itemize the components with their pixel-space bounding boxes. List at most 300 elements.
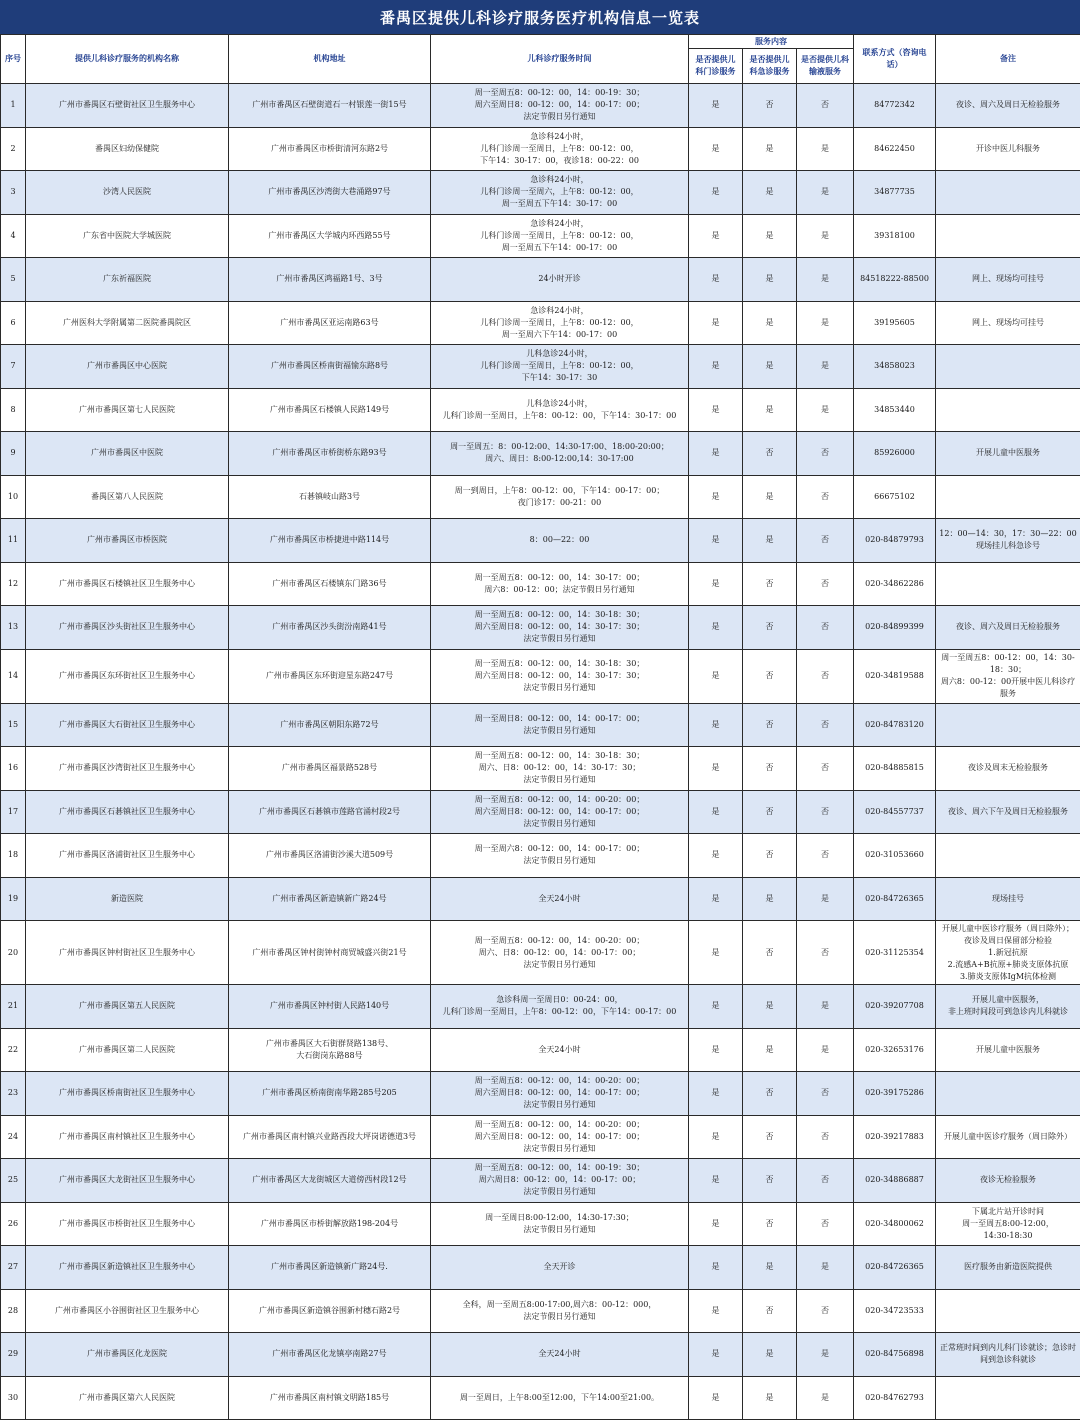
cell-name: 广州市番禺区桥南街社区卫生服务中心: [26, 1072, 229, 1116]
cell-address: 广州市番禺区朝阳东路72号: [229, 703, 431, 747]
cell-infusion: 是: [797, 214, 854, 258]
cell-name: 广州市番禺区钟村街社区卫生服务中心: [26, 921, 229, 985]
cell-infusion: 否: [797, 606, 854, 650]
cell-remark: 网上、现场均可挂号: [936, 258, 1080, 302]
cell-address: 广州市番禺区市桥街清河东路2号: [229, 127, 431, 171]
cell-emergency: 是: [743, 985, 797, 1029]
cell-address: 广州市番禺区南村镇兴业路西段大坪岗诺德道3号: [229, 1115, 431, 1159]
cell-outpatient: 是: [689, 301, 743, 345]
cell-name: 广州市番禺区沙湾街社区卫生服务中心: [26, 747, 229, 791]
cell-name: 广州市番禺区南村镇社区卫生服务中心: [26, 1115, 229, 1159]
cell-seq: 9: [1, 432, 26, 476]
cell-contact: 020-84899399: [854, 606, 936, 650]
cell-seq: 2: [1, 127, 26, 171]
cell-infusion: 否: [797, 475, 854, 519]
table-body: [1, 84, 1080, 1420]
cell-infusion: 是: [797, 388, 854, 432]
cell-emergency: 否: [743, 1072, 797, 1116]
cell-emergency: 是: [743, 1246, 797, 1290]
cell-seq: 29: [1, 1333, 26, 1377]
cell-outpatient: 是: [689, 1376, 743, 1420]
cell-seq: 17: [1, 790, 26, 834]
cell-emergency: 是: [743, 171, 797, 215]
cell-remark: [936, 834, 1080, 878]
cell-contact: 020-34862286: [854, 562, 936, 606]
cell-seq: 3: [1, 171, 26, 215]
cell-outpatient: 是: [689, 519, 743, 563]
table-row: [1, 1159, 1080, 1203]
cell-outpatient: 是: [689, 1289, 743, 1333]
table-row: [1, 1289, 1080, 1333]
cell-outpatient: 是: [689, 606, 743, 650]
cell-contact: 020-84879793: [854, 519, 936, 563]
cell-name: 广州市番禺区市桥街社区卫生服务中心: [26, 1202, 229, 1246]
cell-contact: 39195605: [854, 301, 936, 345]
cell-hours: 周一至周五8：00-12：00，14：00-20：00； 周六、日8：00-12：00，14：00-17：00； 法定节假日另行通知: [431, 921, 689, 985]
cell-hours: 周一至周五8：00-12：00，14：00-20：00； 周六至周日8：00-12：00，14：00-17：00； 法定节假日另行通知: [431, 1115, 689, 1159]
cell-address: 广州市番禺区大龙街城区大道傍西村段12号: [229, 1159, 431, 1203]
clinic-table: [0, 34, 1080, 1420]
cell-remark: [936, 703, 1080, 747]
cell-name: 广东祈福医院: [26, 258, 229, 302]
header-service-group: 服务内容: [689, 35, 854, 49]
table-row: [1, 649, 1080, 703]
cell-emergency: 是: [743, 388, 797, 432]
table-row: [1, 562, 1080, 606]
cell-address: 广州市番禺区东环街迎星东路247号: [229, 649, 431, 703]
cell-hours: 周一至周五：8：00-12:00、14:30-17:00、18:00-20:00； 周六、周日：8:00-12:00,14：30-17:00: [431, 432, 689, 476]
cell-address: 广州市番禺区新造镇谷围新村穗石路2号: [229, 1289, 431, 1333]
cell-remark: 周一至周五8：00-12：00，14：30-18：30； 周六8：00-12：00开展中医儿科诊疗服务: [936, 649, 1080, 703]
cell-infusion: 是: [797, 345, 854, 389]
cell-outpatient: 是: [689, 747, 743, 791]
cell-seq: 26: [1, 1202, 26, 1246]
cell-infusion: 是: [797, 258, 854, 302]
cell-outpatient: 是: [689, 1246, 743, 1290]
cell-infusion: 是: [797, 1246, 854, 1290]
cell-contact: 84518222-88500: [854, 258, 936, 302]
cell-seq: 18: [1, 834, 26, 878]
cell-emergency: 否: [743, 747, 797, 791]
cell-hours: 儿科急诊24小时， 儿科门诊周一至周日，上午8：00-12：00， 下午14：30-17：30: [431, 345, 689, 389]
cell-hours: 全天24小时: [431, 1028, 689, 1072]
table-row: [1, 985, 1080, 1029]
table-row: [1, 84, 1080, 128]
cell-hours: 周一至周五8：00-12：00，14：00-19：30； 周六周日8：00-12：00，14：00-17：00； 法定节假日另行通知: [431, 1159, 689, 1203]
header-emergency: 是否提供儿科急诊服务: [743, 49, 797, 84]
cell-emergency: 否: [743, 921, 797, 985]
header-contact: 联系方式（咨询电话）: [854, 35, 936, 84]
cell-infusion: 否: [797, 562, 854, 606]
cell-hours: 周一至周五8：00-12：00，14：30-17：00； 周六8：00-12：00；法定节假日另行通知: [431, 562, 689, 606]
cell-emergency: 是: [743, 519, 797, 563]
cell-seq: 10: [1, 475, 26, 519]
cell-infusion: 是: [797, 301, 854, 345]
cell-outpatient: 是: [689, 834, 743, 878]
cell-contact: 66675102: [854, 475, 936, 519]
cell-contact: 020-34723533: [854, 1289, 936, 1333]
cell-name: 广州市番禺区第二人民医院: [26, 1028, 229, 1072]
cell-name: 广州市番禺区石碁镇社区卫生服务中心: [26, 790, 229, 834]
cell-outpatient: 是: [689, 1159, 743, 1203]
cell-remark: 开展儿童中医诊疗服务（周日除外）: [936, 1115, 1080, 1159]
cell-remark: 正常班时间到内儿科门诊就诊；急诊时间到急诊科就诊: [936, 1333, 1080, 1377]
cell-contact: 020-84557737: [854, 790, 936, 834]
cell-remark: 夜诊及周末无检验服务: [936, 747, 1080, 791]
cell-name: 广州市番禺区第五人民医院: [26, 985, 229, 1029]
cell-seq: 20: [1, 921, 26, 985]
cell-outpatient: 是: [689, 1202, 743, 1246]
cell-remark: 12：00—14：30，17：30—22：00 现场挂儿科急诊号: [936, 519, 1080, 563]
cell-contact: 020-34800062: [854, 1202, 936, 1246]
table-row: [1, 1376, 1080, 1420]
cell-address: 广州市番禺区鸿福路1号、3号: [229, 258, 431, 302]
cell-remark: [936, 1072, 1080, 1116]
cell-name: 广州市番禺区石楼镇社区卫生服务中心: [26, 562, 229, 606]
cell-name: 番禺区第八人民医院: [26, 475, 229, 519]
cell-remark: 医疗服务由新造医院提供: [936, 1246, 1080, 1290]
cell-contact: 85926000: [854, 432, 936, 476]
cell-emergency: 否: [743, 790, 797, 834]
table-row: [1, 345, 1080, 389]
cell-contact: 020-34886887: [854, 1159, 936, 1203]
cell-name: 广州市番禺区新造镇社区卫生服务中心: [26, 1246, 229, 1290]
cell-contact: 020-84885815: [854, 747, 936, 791]
cell-hours: 周一到周日，上午8：00-12：00，下午14：00-17：00； 夜门诊17：00-21：00: [431, 475, 689, 519]
table-row: [1, 1333, 1080, 1377]
cell-contact: 020-31125354: [854, 921, 936, 985]
cell-outpatient: 是: [689, 171, 743, 215]
cell-name: 广州市番禺区中医院: [26, 432, 229, 476]
table-row: [1, 519, 1080, 563]
header-seq: 序号: [1, 35, 26, 84]
cell-name: 广州市番禺区大石街社区卫生服务中心: [26, 703, 229, 747]
cell-address: 广州市番禺区沙湾街大巷涌路97号: [229, 171, 431, 215]
cell-remark: 开诊中医儿科服务: [936, 127, 1080, 171]
cell-seq: 13: [1, 606, 26, 650]
cell-emergency: 否: [743, 432, 797, 476]
table-row: [1, 606, 1080, 650]
cell-seq: 5: [1, 258, 26, 302]
cell-outpatient: 是: [689, 1115, 743, 1159]
table-row: [1, 921, 1080, 985]
cell-hours: 全科，周一至周五8:00-17:00,周六8：00-12：000， 法定节假日另行通知: [431, 1289, 689, 1333]
cell-address: 广州市番禺区桥南街南华路285号205: [229, 1072, 431, 1116]
cell-infusion: 否: [797, 1289, 854, 1333]
cell-seq: 4: [1, 214, 26, 258]
cell-address: 广州市番禺区新造镇新广路24号: [229, 877, 431, 921]
cell-contact: 020-84783120: [854, 703, 936, 747]
cell-outpatient: 是: [689, 985, 743, 1029]
cell-infusion: 否: [797, 84, 854, 128]
header-remark: 备注: [936, 35, 1080, 84]
cell-remark: [936, 1289, 1080, 1333]
cell-seq: 1: [1, 84, 26, 128]
cell-remark: [936, 1376, 1080, 1420]
cell-infusion: 否: [797, 1159, 854, 1203]
cell-contact: 34858023: [854, 345, 936, 389]
table-row: [1, 388, 1080, 432]
cell-seq: 27: [1, 1246, 26, 1290]
cell-remark: 夜诊、周六下午及周日无检验服务: [936, 790, 1080, 834]
cell-hours: 急诊科24小时， 儿科门诊周一至周日，上午8：00-12：00， 周一至周六下午14：00-17：00: [431, 301, 689, 345]
cell-emergency: 是: [743, 127, 797, 171]
cell-seq: 15: [1, 703, 26, 747]
cell-outpatient: 是: [689, 877, 743, 921]
cell-hours: 周一至周日8：00-12：00，14：00-17：00； 法定节假日另行通知: [431, 703, 689, 747]
cell-name: 广东省中医院大学城医院: [26, 214, 229, 258]
cell-remark: 下属北片站开诊时间 周一至周五8:00-12:00， 14:30-18:30: [936, 1202, 1080, 1246]
table-row: [1, 1072, 1080, 1116]
cell-remark: 网上、现场均可挂号: [936, 301, 1080, 345]
table-row: [1, 790, 1080, 834]
cell-hours: 周一至周五8：00-12：00，14：00-20：00； 周六至周日8：00-12：00，14：00-17：00； 法定节假日另行通知: [431, 1072, 689, 1116]
cell-infusion: 是: [797, 877, 854, 921]
cell-infusion: 否: [797, 432, 854, 476]
cell-hours: 急诊科24小时， 儿科门诊周一至周六，上午8：00-12：00， 周一至周五下午14：30-17：00: [431, 171, 689, 215]
cell-emergency: 否: [743, 1202, 797, 1246]
cell-contact: 84622450: [854, 127, 936, 171]
cell-emergency: 否: [743, 1289, 797, 1333]
cell-remark: 开展儿童中医服务， 非上班时间段可到急诊内儿科就诊: [936, 985, 1080, 1029]
cell-address: 广州市番禺区洛浦街沙溪大道509号: [229, 834, 431, 878]
cell-outpatient: 是: [689, 1333, 743, 1377]
cell-hours: 周一至周五8：00-12：00，14：30-18：30； 周六、日8：00-12：00，14：30-17：30； 法定节假日另行通知: [431, 747, 689, 791]
cell-infusion: 否: [797, 747, 854, 791]
cell-remark: 现场挂号: [936, 877, 1080, 921]
cell-address: 广州市番禺区大学城内环西路55号: [229, 214, 431, 258]
cell-contact: 020-84756898: [854, 1333, 936, 1377]
cell-hours: 周一至周六8：00-12：00，14：00-17：00； 法定节假日另行通知: [431, 834, 689, 878]
cell-address: 广州市番禺区市桥街桥东路93号: [229, 432, 431, 476]
cell-emergency: 否: [743, 834, 797, 878]
cell-name: 广州市番禺区洛浦街社区卫生服务中心: [26, 834, 229, 878]
cell-name: 广州市番禺区小谷围街社区卫生服务中心: [26, 1289, 229, 1333]
cell-address: 广州市番禺区市桥捷进中路114号: [229, 519, 431, 563]
cell-emergency: 是: [743, 1333, 797, 1377]
cell-address: 广州市番禺区化龙镇亭南路27号: [229, 1333, 431, 1377]
cell-outpatient: 是: [689, 388, 743, 432]
cell-outpatient: 是: [689, 258, 743, 302]
cell-emergency: 是: [743, 475, 797, 519]
cell-outpatient: 是: [689, 1028, 743, 1072]
cell-address: 广州市番禺区福景路528号: [229, 747, 431, 791]
cell-contact: 34853440: [854, 388, 936, 432]
cell-infusion: 否: [797, 834, 854, 878]
cell-remark: 夜诊无检验服务: [936, 1159, 1080, 1203]
cell-infusion: 否: [797, 1115, 854, 1159]
cell-outpatient: 是: [689, 649, 743, 703]
cell-hours: 急诊科24小时， 儿科门诊周一至周日，上午8：00-12：00， 周一至周五下午14：00-17：00: [431, 214, 689, 258]
cell-seq: 30: [1, 1376, 26, 1420]
table-row: [1, 703, 1080, 747]
cell-infusion: 是: [797, 171, 854, 215]
cell-seq: 21: [1, 985, 26, 1029]
cell-infusion: 否: [797, 790, 854, 834]
cell-contact: 020-84762793: [854, 1376, 936, 1420]
cell-name: 新造医院: [26, 877, 229, 921]
cell-hours: 周一至周日8:00-12:00，14:30-17:30； 法定节假日另行通知: [431, 1202, 689, 1246]
header-infusion: 是否提供儿科输液服务: [797, 49, 854, 84]
cell-remark: 开展儿童中医诊疗服务（周日除外）；夜诊及周日保留部分检验 1.新冠抗原 2.流感A+B抗原+肺炎支原体抗原 3.肺炎支原体IgM抗体检测: [936, 921, 1080, 985]
cell-seq: 8: [1, 388, 26, 432]
cell-seq: 12: [1, 562, 26, 606]
cell-contact: 020-39207708: [854, 985, 936, 1029]
header-address: 机构地址: [229, 35, 431, 84]
cell-contact: 020-39217883: [854, 1115, 936, 1159]
cell-infusion: 是: [797, 985, 854, 1029]
cell-seq: 23: [1, 1072, 26, 1116]
table-row: [1, 834, 1080, 878]
cell-hours: 急诊科周一至周日0：00-24：00， 儿科门诊周一至周日，上午8：00-12：00，下午14：00-17：00: [431, 985, 689, 1029]
cell-emergency: 否: [743, 1115, 797, 1159]
cell-seq: 24: [1, 1115, 26, 1159]
cell-hours: 全天24小时: [431, 1333, 689, 1377]
cell-address: 广州市番禺区石壁街道石一村银莲一街15号: [229, 84, 431, 128]
cell-infusion: 是: [797, 1333, 854, 1377]
cell-name: 广州市番禺区石壁街社区卫生服务中心: [26, 84, 229, 128]
cell-contact: 020-84726365: [854, 877, 936, 921]
cell-infusion: 是: [797, 127, 854, 171]
cell-name: 广州医科大学附属第二医院番禺院区: [26, 301, 229, 345]
cell-outpatient: 是: [689, 562, 743, 606]
cell-emergency: 否: [743, 562, 797, 606]
table-row: [1, 432, 1080, 476]
cell-hours: 周一至周五8：00-12：00，14：00-20：00； 周六至周日8：00-12：00，14：00-17：00； 法定节假日另行通知: [431, 790, 689, 834]
cell-hours: 周一至周日，上午8:00至12:00，下午14:00至21:00。: [431, 1376, 689, 1420]
cell-seq: 7: [1, 345, 26, 389]
cell-address: 广州市番禺区桥南街福愉东路8号: [229, 345, 431, 389]
cell-hours: 周一至周五8：00-12：00，14：00-19：30； 周六至周日8：00-12：00，14：00-17：00； 法定节假日另行通知: [431, 84, 689, 128]
cell-infusion: 否: [797, 519, 854, 563]
cell-seq: 28: [1, 1289, 26, 1333]
cell-outpatient: 是: [689, 475, 743, 519]
cell-seq: 25: [1, 1159, 26, 1203]
cell-name: 番禺区妇幼保健院: [26, 127, 229, 171]
cell-address: 石碁镇岐山路3号: [229, 475, 431, 519]
cell-outpatient: 是: [689, 432, 743, 476]
cell-name: 沙湾人民医院: [26, 171, 229, 215]
cell-hours: 急诊科24小时， 儿科门诊周一至周日，上午8：00-12：00， 下午14：30-17：00，夜诊18：00-22：00: [431, 127, 689, 171]
cell-emergency: 否: [743, 649, 797, 703]
cell-contact: 020-32653176: [854, 1028, 936, 1072]
cell-remark: 开展儿童中医服务: [936, 1028, 1080, 1072]
cell-seq: 14: [1, 649, 26, 703]
cell-remark: [936, 475, 1080, 519]
cell-address: 广州市番禺区市桥街解放路198-204号: [229, 1202, 431, 1246]
cell-emergency: 是: [743, 214, 797, 258]
cell-remark: 开展儿童中医服务: [936, 432, 1080, 476]
cell-contact: 020-39175286: [854, 1072, 936, 1116]
cell-emergency: 是: [743, 301, 797, 345]
cell-name: 广州市番禺区中心医院: [26, 345, 229, 389]
cell-remark: [936, 388, 1080, 432]
cell-address: 广州市番禺区沙头街汾南路41号: [229, 606, 431, 650]
cell-address: 广州市番禺区石楼镇东门路36号: [229, 562, 431, 606]
table-row: [1, 258, 1080, 302]
cell-hours: 全天开诊: [431, 1246, 689, 1290]
table-row: [1, 877, 1080, 921]
cell-remark: 夜诊、周六及周日无检验服务: [936, 606, 1080, 650]
cell-contact: 020-31053660: [854, 834, 936, 878]
page-title: 番禺区提供儿科诊疗服务医疗机构信息一览表: [0, 0, 1080, 34]
cell-outpatient: 是: [689, 127, 743, 171]
cell-remark: 夜诊、周六及周日无检验服务: [936, 84, 1080, 128]
cell-emergency: 是: [743, 258, 797, 302]
cell-emergency: 是: [743, 345, 797, 389]
cell-emergency: 否: [743, 84, 797, 128]
cell-emergency: 是: [743, 877, 797, 921]
table-row: [1, 301, 1080, 345]
cell-address: 广州市番禺区新造镇新广路24号.: [229, 1246, 431, 1290]
cell-outpatient: 是: [689, 1072, 743, 1116]
table-row: [1, 171, 1080, 215]
cell-contact: 84772342: [854, 84, 936, 128]
table-row: [1, 214, 1080, 258]
cell-hours: 周一至周五8：00-12：00，14：30-18：30； 周六至周日8：00-12：00，14：30-17：30； 法定节假日另行通知: [431, 649, 689, 703]
cell-outpatient: 是: [689, 345, 743, 389]
cell-hours: 周一至周五8：00-12：00，14：30-18：30； 周六至周日8：00-12：00，14：30-17：30； 法定节假日另行通知: [431, 606, 689, 650]
cell-contact: 39318100: [854, 214, 936, 258]
cell-infusion: 否: [797, 921, 854, 985]
cell-infusion: 否: [797, 1202, 854, 1246]
cell-hours: 儿科急诊24小时， 儿科门诊周一至周日，上午8：00-12：00，下午14：30-17：00: [431, 388, 689, 432]
cell-remark: [936, 562, 1080, 606]
cell-address: 广州市番禺区石碁镇市莲路官涌村段2号: [229, 790, 431, 834]
cell-outpatient: 是: [689, 703, 743, 747]
cell-seq: 6: [1, 301, 26, 345]
cell-seq: 11: [1, 519, 26, 563]
cell-contact: 020-34819588: [854, 649, 936, 703]
cell-remark: [936, 214, 1080, 258]
cell-name: 广州市番禺区第六人民医院: [26, 1376, 229, 1420]
cell-infusion: 否: [797, 703, 854, 747]
cell-infusion: 否: [797, 1072, 854, 1116]
cell-remark: [936, 345, 1080, 389]
cell-seq: 16: [1, 747, 26, 791]
cell-address: 广州市番禺区亚运南路63号: [229, 301, 431, 345]
cell-emergency: 是: [743, 1028, 797, 1072]
cell-emergency: 否: [743, 703, 797, 747]
cell-name: 广州市番禺区市桥医院: [26, 519, 229, 563]
cell-address: 广州市番禺区石楼镇人民路149号: [229, 388, 431, 432]
cell-name: 广州市番禺区第七人民医院: [26, 388, 229, 432]
cell-address: 广州市番禺区大石街群贤路138号、 大石街岗东路88号: [229, 1028, 431, 1072]
table-row: [1, 1115, 1080, 1159]
cell-outpatient: 是: [689, 84, 743, 128]
cell-outpatient: 是: [689, 214, 743, 258]
cell-infusion: 是: [797, 1376, 854, 1420]
cell-emergency: 否: [743, 1159, 797, 1203]
cell-contact: 020-84726365: [854, 1246, 936, 1290]
header-outpatient: 是否提供儿科门诊服务: [689, 49, 743, 84]
cell-name: 广州市番禺区东环街社区卫生服务中心: [26, 649, 229, 703]
cell-hours: 24小时开诊: [431, 258, 689, 302]
table-row: [1, 1028, 1080, 1072]
cell-name: 广州市番禺区沙头街社区卫生服务中心: [26, 606, 229, 650]
cell-address: 广州市番禺区钟村街人民路140号: [229, 985, 431, 1029]
cell-outpatient: 是: [689, 921, 743, 985]
table-row: [1, 127, 1080, 171]
cell-seq: 22: [1, 1028, 26, 1072]
header-name: 提供儿科诊疗服务的机构名称: [26, 35, 229, 84]
cell-contact: 34877735: [854, 171, 936, 215]
cell-seq: 19: [1, 877, 26, 921]
table-row: [1, 475, 1080, 519]
cell-infusion: 是: [797, 1028, 854, 1072]
header-hours: 儿科诊疗服务时间: [431, 35, 689, 84]
cell-outpatient: 是: [689, 790, 743, 834]
